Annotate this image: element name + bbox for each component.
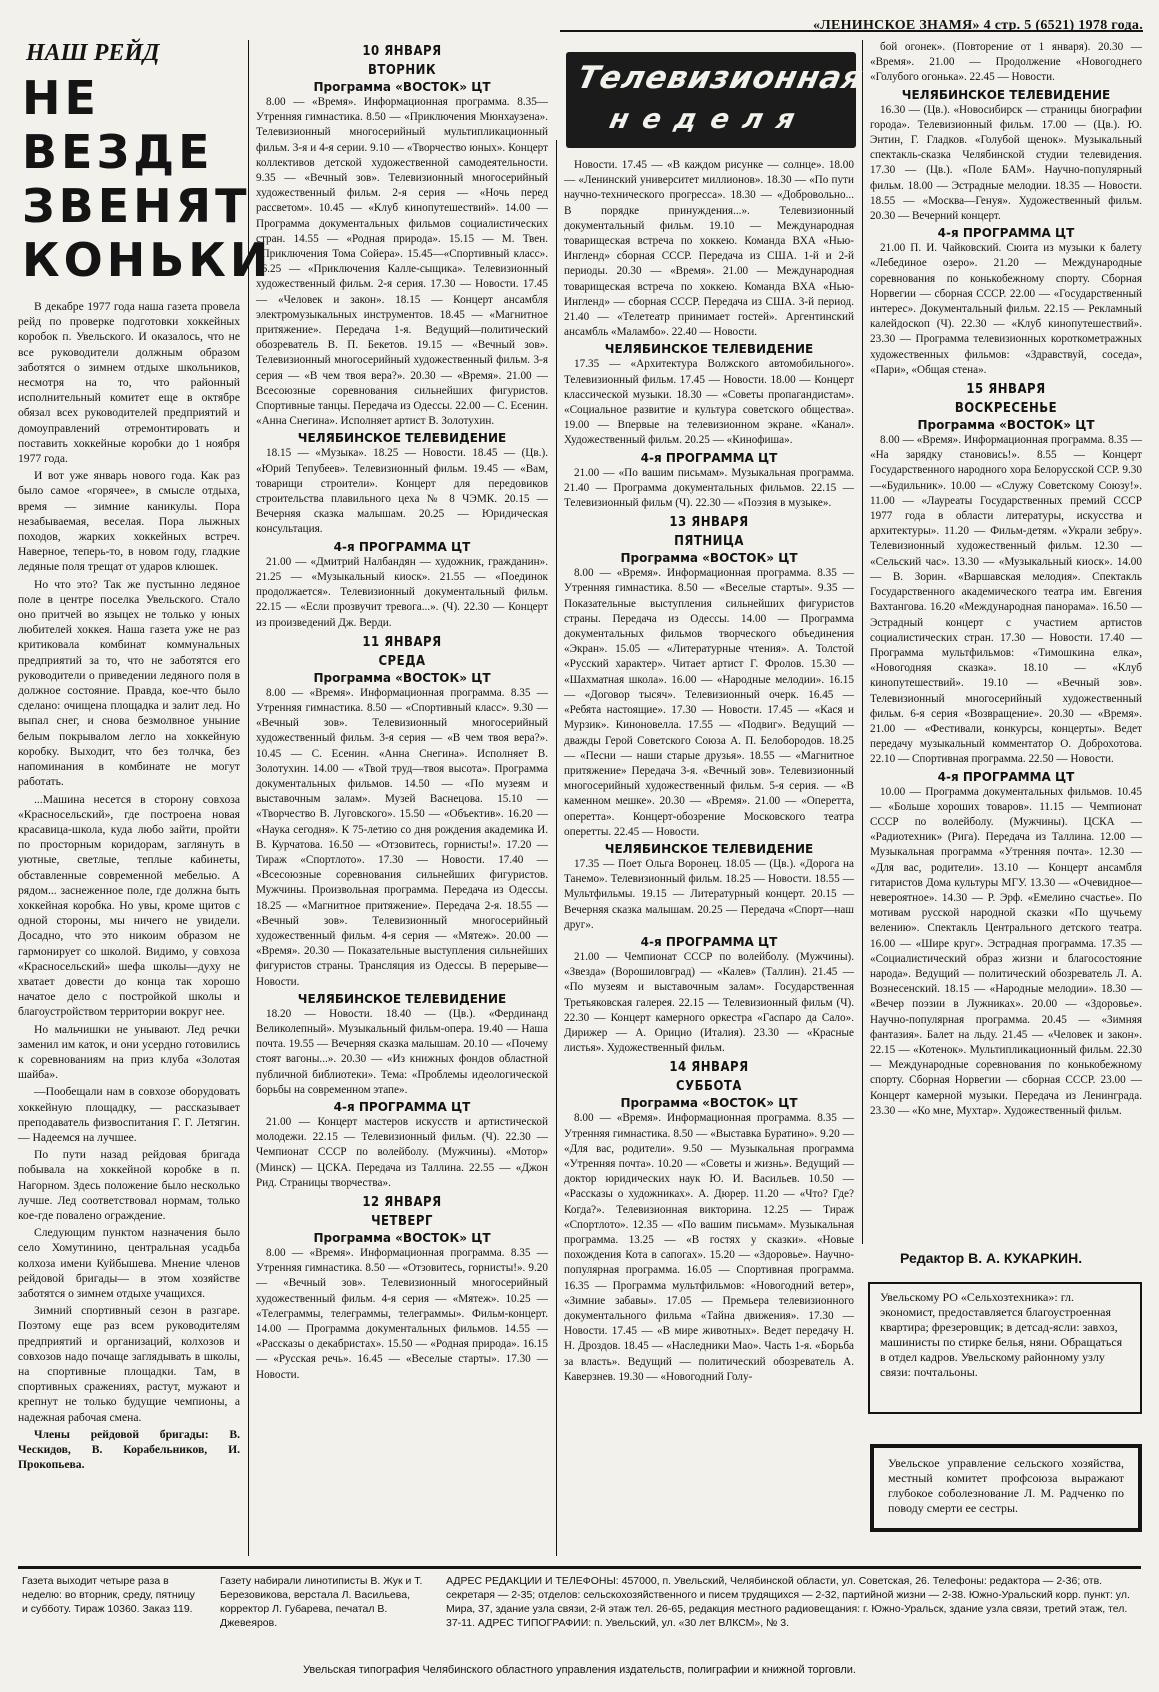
article-headline: НЕ ВЕЗДЕ ЗВЕНЯТ КОНЬКИ (22, 71, 273, 287)
channel-heading: 4-я ПРОГРАММА ЦТ (640, 450, 778, 465)
day-heading: 10 ЯНВАРЯ (362, 44, 442, 59)
tv-column-1 (256, 40, 548, 1383)
channel-heading: Программа «ВОСТОК» ЦТ (313, 80, 491, 94)
article-body (18, 299, 240, 1425)
article-paragraph: —Пообещали нам в совхозе оборудовать хоккейную площадку, — рассказывает преподаватель физвоспитания Г. Г. Летягин. — Надеемся на лучшее. (18, 1085, 240, 1144)
job-ad: Увельскому РО «Сельхозтехника»: гл. экономист, предоставляется благоустроенная квартира; фрезеровщик; в детсад-ясли: завхоз, машинисты по стирке белья, няни. Обращаться в отдел кадров. Увельскому районному узлу связи: почтальоны. (868, 1282, 1142, 1414)
program-listing: 8.00 — «Время». Информационная программа. 8.35 — Утренняя гимнастика. 8.50 — «Выставка Буратино». 9.20 — «Для вас, родители». 9.50 — Музыкальная программа «Утренняя почта». 10.20 — «Советы и жизнь». Ведущий — доктор юридических наук Ю. И. Васильев. 10.50 — «Рассказы о художниках». А. Дюрер. 11.20 — «Что? Где? Когда?». Телевизионная викторина. 12.25 — Тираж «Спортлото». 12.35 — «По вашим письмам». Музыкальная программа. 13.25 — «В гостях у сказки». «Новые похождения Кота в сапогах». 15.20 — «Здоровье». Научно-популярная программа. 16.05 — Спортивная программа. 16.35 — Программа мультфильмов: «Новогодний ветер», «Зимние забавы». 17.05 — Премьера телевизионного документального фильма «Тайна движения». 17.30 — Новости. 17.45 — «В мире животных». Ведет передачу Н. Н. Дроздов. 18.45 — «Наследники Мао». Часть 1-я. «Борьба за власть». Ведущий — политический обозреватель А. Каверзнев. 19.30 — «Новогодний Голу- (564, 1112, 854, 1383)
program-listing: 8.00 — «Время». Информационная программа. 8.35 — Утренняя гимнастика. 8.50 — «Спортивный класс». 9.30 — «Вечный зов». Телевизионный многосерийный художественный фильм. 3-я серия — «В чем твоя вера?». 10.45 — С. Есенин. «Анна Снегина». Исполняет В. Золотухин. 14.00 — «Твой труд—твоя высота». Программа документальных фильмов. 14.50 — «По музеям и выставочным залам». Музей Васнецова. 15.10 — «Творчество В. Луговского». 15.50 — «Объектив». 16.20 — «Наука сегодня». К 75-летию со дня рождения академика И. В. Курчатова. 16.50 — «Отзовитесь, горнисты!». 17.20 — Тираж «Спортлото». 17.30 — Новости. 17.40 — «Всесоюзные соревнования сильнейших фигуристов. Мужчины. Произвольная программа. Передача из Одессы. 18.25 — «Магнитное притяжение». Передача 2-я. 18.55 — «Вечный зов». Телевизионный многосерийный художественный фильм. 4-я серия — «Мятеж». 20.00 — «Время». 20.30 — Показательные выступления сильнейших фигуристов страны. Трансляция из Одессы. В перерыве—Новости. (256, 686, 548, 988)
article-paragraph: ...Машина несется в сторону совхоза «Красносельский», где построена новая красавица-школа, куда любо зайти, пройти по просторным коридорам, заглянуть в уютные, светлые, теплые кабинеты, обставленные современной мебелью. А рядом... заснеженное поле, где должна быть хоккейная коробка. Но увы, кроме щитов с одной стороны, мы ничего не увидели. Досадно, что это никоим образом не гармонирует со школой. Видимо, у совхоза «Красносельский» шефа школы—духу не хватает довести до конца так хорошо начатое дело с постройкой школы и благоустройством территории вокруг нее. (18, 792, 240, 1019)
channel-heading: 4-я ПРОГРАММА ЦТ (937, 769, 1075, 784)
footer-staff-info: Газету набирали линотиписты В. Жук и Т. Березовикова, верстала Л. Васильева, корректор Л. Губарева, печатал В. Джевеяров. (220, 1575, 423, 1629)
footer-rule (18, 1566, 1141, 1569)
channel-heading: Программа «ВОСТОК» ЦТ (917, 418, 1095, 433)
article-column (18, 40, 273, 1474)
channel-heading: 4-я ПРОГРАММА ЦТ (333, 1099, 471, 1114)
day-heading: 12 ЯНВАРЯ (362, 1195, 442, 1210)
article-paragraph: И вот уже январь нового года. Как раз было самое «горячее», в смысле отдыха, время — зимние каникулы. Пора незабываемая, веселая. Пора лыжных походов, жарких хоккейных встреч. Наверное, теперь-то, в новом году, гладкие ледяные поля трещат от ударов клюшек. (18, 469, 240, 574)
day-heading: ЧЕТВЕРГ (371, 1214, 433, 1229)
program-listing: 8.00 — «Время». Информационная программа. 8.35— Утренняя гимнастика. 8.50 — «Приключения Мюнхаузена». Телевизионный многосерийный мультипликационный фильм. 3-я и 4-я серии. 9.10 — «Творчество юных». Концерт коллективов детской художественной самодеятельности. 9.35 — «Вечный зов». Телевизионный многосерийный художественный фильм. 2-я серия — «Ночь перед рассветом». 10.45 — «Клуб кинопутешествий». 14.00 — Программа документальных фильмов социалистических стран. 14.55 — «Родная природа». 15.15 — М. Твен. «Приключения Тома Сойера». 15.45—«Спортивный класс». 16.25 — «Приключения Калле-сыщика». Телевизионный художественный фильм. 2-я серия. 17.30 — Новости. 17.45 — «Человек и закон». 18.15 — Концерт ансамбля электромузыкальных инструментов. 18.45 — «Магнитное притяжение». Передача 1-я. Ведущий—политический обозреватель В. П. Бекетов. 19.15 — «Вечный зов». Телевизионный многосерийный художественный фильм. 3-я серия — «В чем твоя вера?». 20.30 — «Время». 21.00 — Всесоюзные соревнования сильнейших фигуристов. Спортивные танцы. Передача из Одессы. 22.00 — С. Есенин. «Анна Снегина». Исполняет артист В. Золотухин. (256, 96, 548, 428)
program-listing: 8.00 — «Время». Информационная программа. 8.35 — «На зарядку становись!». 8.55 — Концерт Государственного народного хора Белорусской ССР. 9.30—«Будильник». 10.00 — «Служу Советскому Союзу!». 11.00 — «Лауреаты Государственных премий СССР 1977 года в области литературы, искусства и архитектуры». 11.20 — Фильм-детям. «Украли зебру». Телевизионный художественный фильм. 12.30 — «Сельский час». 13.30 — «Музыкальный киоск». 14.00 — В. Зорин. «Варшавская мелодия». Спектакль Государственного академического театра им. Евгения Вахтангова. 16.20 «Международная панорама». 16.50 — Эстрадный концерт с участием артистов социалистических стран. 17.30 — Новости. 17.40 — Программа мультфильмов: «Тимошкина елка», «Новогодняя сказка». 18.10 — «Клуб кинопутешествий». 19.10 — «Вечный зов». Телевизионный многосерийный художественный фильм. 6-я серия «Возвращение». 20.30 — «Время». 21.00 — «Фестивали, конкурсы, концерты». Ведет передачу музыкальный комментатор О. Доброхотова. 22.10 — Спортивная программа. 22.50 — Новости. (870, 434, 1142, 766)
program-listing: 8.00 — «Время». Информационная программа. 8.35 — Утренняя гимнастика. 8.50 — «Отзовитесь, горнисты!». 9.20 — «Вечный зов». Телевизионный многосерийный художественный фильм. 4-я серия — «Мятеж». 10.25 — «Телеграммы, телеграммы, телеграммы». Фильм-концерт. 14.00 — Программа документальных фильмов. 14.55 — «Рассказы о декабристах». 15.50 — «Родная природа». 16.15 — «Русская речь». 16.45 — «Веселые старты». 17.30 — Новости. (256, 1247, 548, 1381)
editor-signature: Редактор В. А. КУКАРКИН. (900, 1250, 1083, 1266)
day-heading: ПЯТНИЦА (674, 534, 744, 550)
article-paragraph: По пути назад рейдовая бригада побывала на хоккейной коробке в п. Нагорном. Здесь положение было несколько лучше. Лед соответствовал нормам, только кое-где повалено ограждение. (18, 1148, 240, 1222)
program-listing: 17.35 — Поет Ольга Воронец. 18.05 — (Цв.). «Дорога на Танемо». Телевизионный фильм. 18.25 — Новости. 18.55 — Мультфильмы. 19.15 — Литературный концерт. 20.15 — Вечерняя сказка малышам. 20.25 — Передача «Спорт—наш друг». (564, 857, 854, 931)
program-listing: 10.00 — Программа документальных фильмов. 10.45 — «Больше хороших товаров». 11.15 — Чемпионат СССР по волейболу. (Мужчины). ЦСКА — «Радиотехник» (Рига). Передача из Таллина. 12.00 — Музыкальная программа «Утренняя почта». 12.30 — «Для вас, родители». 13.10 — Концерт ансамбля гитаристов Дома культуры МГУ. 13.30 — «Очевидное—невероятное». 14.30 — Р. Эрф. «Емелино счастье». По мотивам русской народной сказки «По щучьему велению». Спектакль Центрального детского театра. 16.00 — «Шире круг». Эстрадная программа. 17.35 — «Социалистический образ жизни и благосостояние народа». Ведущий — политический обозреватель Л. А. Вознесенский. 18.15 — «Народные мелодии». 18.30 — «Вечер поэзии в Лужниках». 20.00 — «Здоровье». Научно-популярная программа. 20.45 — «Зимняя фантазия». Балет на льду. 21.45 — «Человек и закон». 22.15 — «Котенок». Мультипликационный фильм. 22.30 — Международные соревнования по конькобежному спорту. Сборная Норвегии — сборная СССР. 23.00 — Концерт камерной музыки. Передача из Ленинграда. 23.30 — «Ко мне, Мухтар». Художественный фильм. (870, 785, 1142, 1117)
program-listing: 21.00 — «По вашим письмам». Музыкальная программа. 21.40 — Программа документальных фильмов. 22.15 — Телевизионный фильм (Ч). 22.30 — «Поэзия в музыке». (564, 466, 854, 510)
channel-heading: Программа «ВОСТОК» ЦТ (313, 1231, 491, 1245)
condolence-notice: Увельское управление сельского хозяйства, местный комитет профсоюза выражают глубокое соболезнование Л. М. Радченко по поводу смерти ее сестры. (870, 1444, 1142, 1532)
channel-heading: ЧЕЛЯБИНСКОЕ ТЕЛЕВИДЕНИЕ (297, 431, 507, 446)
channel-heading: Программа «ВОСТОК» ЦТ (313, 670, 491, 685)
article-signature: Члены рейдовой бригады: В. Ческидов, В. Корабельников, И. Прокопьева. (18, 1427, 240, 1472)
program-listing: бой огонек». (Повторение от 1 января). 20.30 — «Время». 21.00 — Продолжение «Новогоднего «Голубого огонька». 22.45 — Новости. (870, 41, 1142, 84)
article-paragraph: В декабре 1977 года наша газета провела рейд по проверке подготовки хоккейных коробок п. Увельского. И оказалось, что не все руководители должным образом заботятся о зимнем отдыхе школьников, несмотря на то, что районный исполнительный комитет еще в октябре обязал всех руководителей предприятий и домоуправлений отремонтировать и поставить хоккейные коробки до 1 ноября 1977 года. (18, 300, 240, 466)
day-heading: 15 ЯНВАРЯ (966, 382, 1046, 398)
footer-address-info: АДРЕС РЕДАКЦИИ И ТЕЛЕФОНЫ: 457000, п. Увельский, Челябинской области, ул. Советская, 26. Телефоны: редактора — 2-36; отв. секретаря — 2-35; отделов: сельскохозяйственного и писем трудящихся — 2-32, партийной жизни — 2-38. Южно-Уральский корр. пункт: ул. Мира, 37, здание узла связи, 2-й этаж тел. 26-65, редакция местного радиовещания: г. Южно-Уральск, здание узла связи, третий этаж, тел. 37-11. АДРЕС ТИПОГРАФИИ: п. Увельский, ул. «30 лет ВЛКСМ», № 3. (446, 1575, 1130, 1629)
program-listing: 16.30 — (Цв.). «Новосибирск — страницы биографии города». Телевизионный фильм. 17.00 — (Цв.). Ю. Энтин, Г. Гладков. «Голубой щенок». Музыкальный спектакль-сказка Челябинской студии телевидения. 17.30 — (Цв.). «Поле БАМ». Научно-популярный фильм. 18.00 — Эстрадные мелодии. 18.35 — Новости. 18.55 — «Москва—Генуя». Художественный фильм. 20.30 — Вечерний концерт. (870, 103, 1142, 223)
program-listing: 21.00 П. И. Чайковский. Сюита из музыки к балету «Лебединое озеро». 21.20 — Международные соревнования по конькобежному спорту. Сборная Норвегии — сборная СССР. 22.00 — «Государственный интерес». Документальный фильм. 22.15 — Рекламный калейдоскоп (Ч). 22.30 — «Клуб кинопутешествий». 23.30 — Программа телевизионных короткометражных художественных фильмов: «Здравствуй, соседа», «Пари», «Общая стена». (870, 242, 1142, 376)
article-paragraph: Но мальчишки не унывают. Лед речки заменил им каток, и они усердно готовились к соревнованиям на приз клуба «Золотая шайба». (18, 1022, 240, 1082)
column-divider (556, 140, 557, 1556)
channel-heading: ЧЕЛЯБИНСКОЕ ТЕЛЕВИДЕНИЕ (901, 87, 1111, 102)
day-heading: 13 ЯНВАРЯ (669, 515, 749, 531)
logo-line-2: неделя (606, 104, 812, 135)
tv-column-2 (564, 158, 854, 1385)
channel-heading: 4-я ПРОГРАММА ЦТ (640, 934, 778, 949)
day-heading: СУББОТА (676, 1079, 742, 1095)
program-listing: 21.00 — Концерт мастеров искусств и артистической молодежи. 22.15 — Телевизионный фильм. (Ч). 22.30 — Чемпионат СССР по волейболу. (Мужчины). «Мотор» (Минск) — ЦСКА. Передача из Таллина. 22.55 — «Джон Рид. Страницы творчества». (256, 1115, 548, 1189)
article-paragraph: Следующим пунктом назначения было село Хомутинино, центральная усадьба колхоза имени Куйбышева. Мнение членов рейдовой бригады— в этом хозяйстве заботятся о зимнем отдыхе учащихся. (18, 1226, 240, 1300)
channel-heading: ЧЕЛЯБИНСКОЕ ТЕЛЕВИДЕНИЕ (604, 841, 814, 856)
logo-line-1: Телевизионная (574, 60, 867, 96)
tv-week-logo (566, 52, 867, 148)
day-heading: СРЕДА (378, 653, 426, 669)
program-listing: Новости. 17.45 — «В каждом рисунке — солнце». 18.00 — «Ленинский университет миллионов». 18.30 — «По пути научно-технического прогресса». 18.30 — «Добровольно... В порядке принуждения...». Телевизионный документальный фильм. 19.10 — Международная товарищеская встреча по хоккею. Команда ВХА «Нью-Ингленд» сборная СССР. Передача из США. 1-й и 2-й периоды. 20.30 — «Время». 21.00 — Международная товарищеская встреча по хоккею. Команда ВХА «Нью-Ингленд» — сборная СССР. Передача из США. 3-й период. 21.40 — «Телетеатр принимает гостей». Аргентинский ансамбль «Маламбо». 22.40 — Новости. (564, 159, 854, 339)
article-rubric: НАШ РЕЙД (26, 40, 160, 66)
channel-heading: Программа «ВОСТОК» ЦТ (620, 1096, 798, 1111)
channel-heading: Программа «ВОСТОК» ЦТ (620, 551, 798, 566)
article-paragraph: Зимний спортивный сезон в разгаре. Поэтому еще раз всем руководителям предприятий и организаций, колхозов и совхозов надо почаще заглядывать в школы, на спортивные площадки. Там, в спортивных сражениях, растут, мужают и крепнут не только будущие чемпионы, а надежная рабочая смена. (18, 1304, 240, 1424)
footer-publication-info: Газета выходит четыре раза в неделю: во вторник, среду, пятницу и субботу. Тираж 10360. Заказ 119. (22, 1575, 195, 1615)
day-heading: ВТОРНИК (367, 63, 437, 78)
tv-column-3 (870, 40, 1142, 1119)
masthead: «ЛЕНИНСКОЕ ЗНАМЯ» 4 стр. 5 (6521) 1978 года. (812, 18, 1143, 33)
channel-heading: ЧЕЛЯБИНСКОЕ ТЕЛЕВИДЕНИЕ (297, 991, 507, 1006)
program-listing: 18.20 — Новости. 18.40 — (Цв.). «Фердинанд Великолепный». Музыкальный фильм-опера. 19.40 — Наша почта. 19.55 — Вечерняя сказка малышам. 20.10 — «Почему стоят вагоны...». 20.30 — «Из книжных фондов областной публичной библиотеки». Тема: «Проблемы идеологической борьбы на современном этапе». (256, 1007, 548, 1096)
channel-heading: ЧЕЛЯБИНСКОЕ ТЕЛЕВИДЕНИЕ (604, 342, 814, 357)
day-heading: ВОСКРЕСЕНЬЕ (954, 401, 1058, 417)
column-divider (862, 40, 863, 1244)
article-paragraph: Но что это? Так же пустынно ледяное поле в центре поселка Увельского. Стало оно притчей во языцех не только у юных любителей хоккея. Наша газета уже не раз критиковала комбинат коммунальных предприятий за то, что не заботятся его руководители о приведении ледяного поля в должное состояние. Правда, кое-что было сделано: очищена площадка и залит лед. Но выпал снег, и снова безмолвное уныние белым покрывалом легло на хоккейную коробку. Выходит, что без толчка, без напоминания в комбинате не могут работать. (18, 577, 240, 789)
program-listing: 17.35 — «Архитектура Волжского автомобильного». Телевизионный фильм. 17.45 — Новости. 18.00 — Концерт классической музыки. 18.30 — «Советы пропагандистам». «Социальное развитие и культура советского общества». 19.00 — Впервые на телевизионном экране. «Канал». Художественный фильм. 20.25 — «Кинофиша». (564, 358, 854, 447)
footer-printer: Увельская типография Челябинского областного управления издательств, полиграфии и книжной торговли. (303, 1664, 856, 1676)
column-divider (248, 40, 249, 1556)
top-rule (560, 30, 1143, 32)
program-listing: 8.00 — «Время». Информационная программа. 8.35 — Утренняя гимнастика. 8.50 — «Веселые старты». 9.35 — Показательные выступления сильнейших фигуристов страны. Передача из Одессы. 14.00 — Программа документальных фильмов творческого объединения «Экран». 15.05 — «Литературные чтения». А. Толстой «Русский характер». Читает артист Г. Фролов. 15.30 — «Шахматная школа». 16.00 — «Народные мелодии». 16.15 — «Договор тысяч». Телевизионный очерк. 16.45 — «Ребята настоящие». 17.30 — Новости. 17.45 — «Кася и Мурзик». Киноновелла. 17.55 — «Подвиг». Ведущий — дважды Герой Советского Союза А. П. Белобородов. 18.25 — «Песни — наши старые друзья». 18.55 — «Магнитное притяжение» Передача 3-я. «Вечный зов». Телевизионный многосерийный художественный фильм. 5-я серия. — «В каменном мешке». 20.30 — «Время». 21.00 — «Оперетта, оперетта». Концерт-обозрение Московского театра оперетты. 22.45 — Новости. (564, 567, 854, 838)
channel-heading: 4-я ПРОГРАММА ЦТ (333, 539, 471, 554)
channel-heading: 4-я ПРОГРАММА ЦТ (937, 226, 1075, 241)
day-heading: 11 ЯНВАРЯ (362, 634, 442, 650)
program-listing: 21.00 — Чемпионат СССР по волейболу. (Мужчины). «Звезда» (Ворошиловград) — «Калев» (Таллин). 21.45 — «По музеям и выставочным залам». Государственная Третьяковская галерея. 22.15 — Телевизионный фильм (Ч). 22.30 — Концерт камерного оркестра «Гаспаро да Сало». Дирижер — А. Орицио (Италия). 23.30 — «Красные листья». Художественный фильм. (564, 950, 854, 1055)
program-listing: 18.15 — «Музыка». 18.25 — Новости. 18.45 — (Цв.). «Юрий Тепубеев». Телевизионный фильм. 19.45 — «Вам, товарищи строители». Концерт для передовиков строительства плавильного цеха № 8 ЧЭМК. 20.15 — Вечерняя сказка малышам. 20.25 — Юридическая консультация. (256, 447, 548, 536)
program-listing: 21.00 — «Дмитрий Налбандян — художник, гражданин». 21.25 — «Музыкальный киоск». 21.55 — «Поединок продолжается». Телевизионный документальный фильм. 22.15 — «Если прозвучит тревога...». (Ч). 22.30 — Концерт из произведений Дж. Верди. (256, 555, 548, 629)
day-heading: 14 ЯНВАРЯ (669, 1060, 749, 1076)
